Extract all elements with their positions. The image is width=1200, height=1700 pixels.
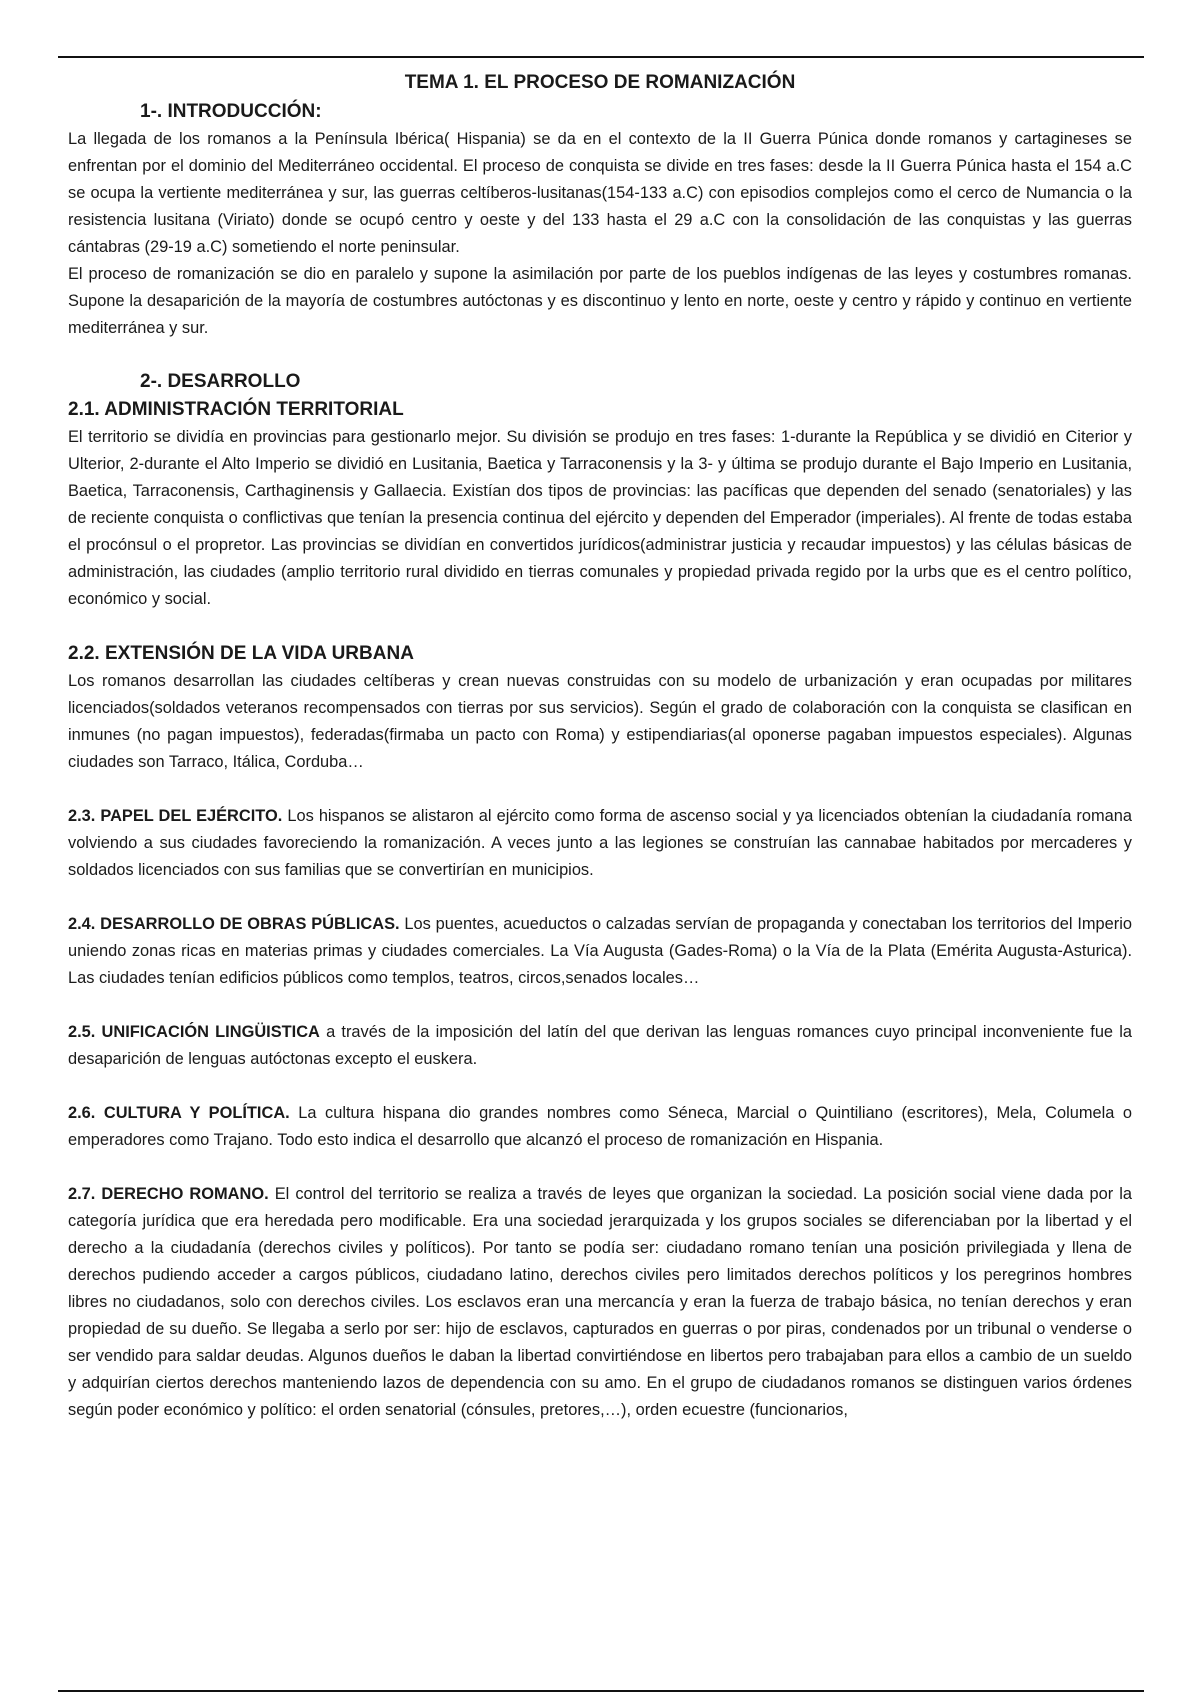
section-2-2-heading: 2.2. EXTENSIÓN DE LA VIDA URBANA bbox=[68, 643, 414, 664]
section-2-5-lead: 2.5. UNIFICACIÓN LINGÜISTICA bbox=[68, 1023, 320, 1041]
section-2-1-heading: 2.1. ADMINISTRACIÓN TERRITORIAL bbox=[68, 399, 404, 420]
intro-paragraph-2: El proceso de romanización se dio en paralelo y supone la asimilación por parte de los pueblos indígenas de las leyes y costumbres romanas. Supone la desaparición de la mayoría de costumbres autóctonas y es discontinuo y lento en norte, oeste y centro y rápido y continuo en vertiente mediterránea y sur. bbox=[68, 265, 1132, 337]
spacer bbox=[68, 342, 1132, 368]
spacer bbox=[68, 1154, 1132, 1181]
section-2-5-text: a través de la imposición del latín del que derivan las lenguas romances cuyo principal inconveniente fue la desaparición de lenguas autóctonas excepto el euskera. bbox=[68, 1023, 1132, 1068]
section-2-4-paragraph bbox=[68, 911, 1132, 992]
document-page bbox=[68, 68, 1132, 1424]
section-2-7-lead: 2.7. DERECHO ROMANO. bbox=[68, 1185, 269, 1203]
top-rule bbox=[58, 56, 1144, 58]
intro-heading: 1-. INTRODUCCIÓN: bbox=[140, 101, 322, 122]
spacer bbox=[68, 992, 1132, 1019]
spacer bbox=[68, 613, 1132, 640]
section-2-5-paragraph bbox=[68, 1019, 1132, 1073]
spacer bbox=[68, 776, 1132, 803]
section-2-3-lead: 2.3. PAPEL DEL EJÉRCITO. bbox=[68, 807, 283, 825]
section-2-7-text: El control del territorio se realiza a través de leyes que organizan la sociedad. La posición social viene dada por la categoría jurídica que era heredada pero modificable. Era una sociedad jerarquizada y los grupos sociales se diferenciaban por la libertad y el derecho a la ciudadanía (derechos civiles y políticos). Por tanto se podía ser: ciudadano romano tenían una posición privilegiada y llena de derechos pudiendo acceder a cargos públicos, ciudadano latino, derechos civiles pero limitados derechos políticos y los peregrinos hombres libres no ciudadanos, solo con derechos civiles. Los esclavos eran una mercancía y eran la fuerza de trabajo básica, no tenían derechos y eran propiedad de su dueño. Se llegaba a serlo por ser: hijo de esclavos, capturados en guerras o por piras, condenados por un tribunal o venderse o ser vendido para saldar deudas. Algunos dueños le daban la libertad convirtiéndose en libertos pero trabajaban para ellos a cambio de un sueldo y adquirían ciertos derechos manteniendo lazos de dependencia con su amo. En el grupo de ciudadanos romanos se distinguen varios órdenes según poder económico y político: el orden senatorial (cónsules, pretores,…), orden ecuestre (funcionarios, bbox=[68, 1185, 1133, 1419]
section-2-6-text: La cultura hispana dio grandes nombres como Séneca, Marcial o Quintiliano (escritores), Mela, Columela o emperadores como Trajano. Todo esto indica el desarrollo que alcanzó el proceso de romanización en Hispania. bbox=[68, 1104, 1133, 1149]
bottom-rule bbox=[58, 1690, 1144, 1692]
section-2-3-paragraph bbox=[68, 803, 1132, 884]
intro-paragraph-1: La llegada de los romanos a la Península Ibérica( Hispania) se da en el contexto de la II Guerra Púnica donde romanos y cartagineses se enfrentan por el dominio del Mediterráneo occidental. El proceso de conquista se divide en tres fases: desde la II Guerra Púnica hasta el 154 a.C se ocupa la vertiente mediterránea y sur, las guerras celtíberos-lusitanas(154-133 a.C) con episodios complejos como el cerco de Numancia o la resistencia lusitana (Viriato) donde se ocupó centro y oeste y del 133 hasta el 29 a.C con la consolidación de las conquistas y las guerras cántabras (29-19 a.C) sometiendo el norte peninsular. bbox=[68, 130, 1132, 256]
section-2-7-paragraph bbox=[68, 1181, 1132, 1424]
section-2-6-paragraph bbox=[68, 1100, 1132, 1154]
section-2-3-text: Los hispanos se alistaron al ejército como forma de ascenso social y ya licenciados obtenían la ciudadanía romana volviendo a sus ciudades favoreciendo la romanización. A veces junto a las legiones se construían las cannabae habitados por mercaderes y soldados licenciados con sus familias que se convertirían en municipios. bbox=[68, 807, 1132, 879]
desarrollo-heading: 2-. DESARROLLO bbox=[140, 371, 301, 392]
section-2-4-text: Los puentes, acueductos o calzadas servían de propaganda y conectaban los territorios del Imperio uniendo zonas ricas en materias primas y ciudades comerciales. La Vía Augusta (Gades-Roma) o la Vía de la Plata (Emérita Augusta-Asturica). Las ciudades tenían edificios públicos como templos, teatros, circos,senados locales… bbox=[68, 915, 1133, 987]
section-2-6-lead: 2.6. CULTURA Y POLÍTICA. bbox=[68, 1104, 290, 1122]
spacer bbox=[68, 1073, 1132, 1100]
spacer bbox=[68, 884, 1132, 911]
section-2-4-lead: 2.4. DESARROLLO DE OBRAS PÚBLICAS. bbox=[68, 915, 400, 933]
document-title: TEMA 1. EL PROCESO DE ROMANIZACIÓN bbox=[404, 72, 796, 93]
section-2-1-text: El territorio se dividía en provincias para gestionarlo mejor. Su división se produjo en tres fases: 1-durante la República y se dividió en Citerior y Ulterior, 2-durante el Alto Imperio se dividió en Lusitania, Baetica y Tarraconensis y la 3- y última se produjo durante el Bajo Imperio en Lusitania, Baetica, Tarraconensis, Carthaginensis y Gallaecia. Existían dos tipos de provincias: las pacíficas que dependen del senado (senatoriales) y las de reciente conquista o conflictivas que tenían la presencia continua del ejército y dependen del Emperador (imperiales). Al frente de todas estaba el procónsul o el propretor. Las provincias se dividían en convertidos jurídicos(administrar justicia y recaudar impuestos) y las células básicas de administración, las ciudades (amplio territorio rural dividido en tierras comunales y propiedad privada regido por la urbs que es el centro político, económico y social. bbox=[68, 428, 1132, 608]
section-2-2-text: Los romanos desarrollan las ciudades celtíberas y crean nuevas construidas con su modelo de urbanización y eran ocupadas por militares licenciados(soldados veteranos recompensados con tierras por sus servicios). Según el grado de colaboración con la conquista se clasifican en inmunes (no pagan impuestos), federadas(firmaba un pacto con Roma) y estipendiarias(al oponerse pagaban impuestos especiales). Algunas ciudades son Tarraco, Itálica, Corduba… bbox=[68, 672, 1132, 771]
